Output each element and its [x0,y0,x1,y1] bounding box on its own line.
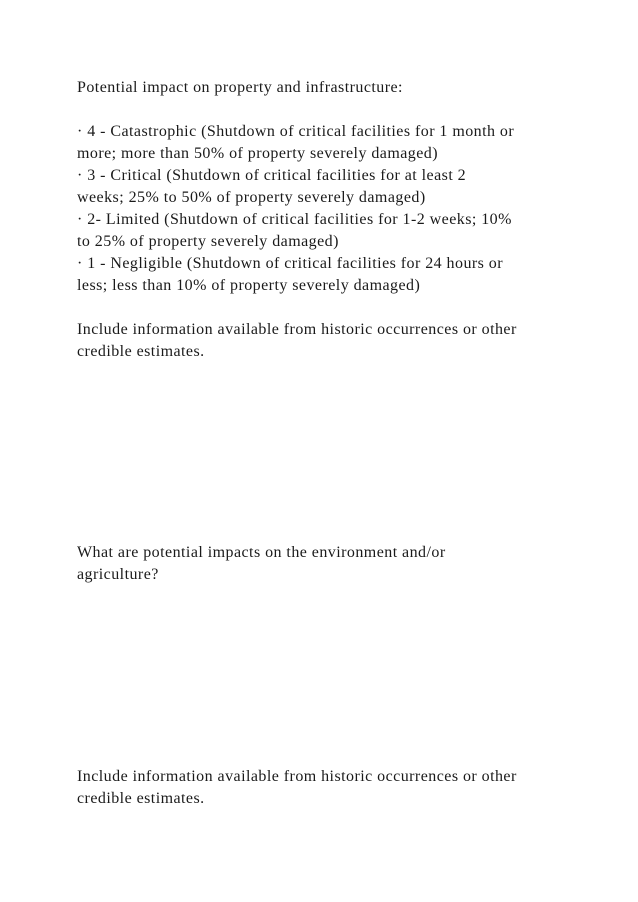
include-info-paragraph-1-line1: Include information available from historic occurrences or other [77,321,517,338]
include-info-paragraph-1-line2: credible estimates. [77,343,205,360]
section-heading: Potential impact on property and infrastructure: [77,79,403,96]
list-item-negligible-line1: · 1 - Negligible (Shutdown of critical facilities for 24 hours or [77,255,504,272]
include-info-paragraph-2-line1: Include information available from historic occurrences or other [77,768,517,785]
list-item-limited-line1: · 2- Limited (Shutdown of critical facilities for 1-2 weeks; 10% [77,211,512,228]
list-item-limited-line2: to 25% of property severely damaged) [77,233,339,250]
list-item-catastrophic-line1: · 4 - Catastrophic (Shutdown of critical facilities for 1 month or [77,123,515,140]
include-info-paragraph-2-line2: credible estimates. [77,790,205,807]
list-item-catastrophic-line2: more; more than 50% of property severely damaged) [77,145,439,162]
list-item-critical-line1: · 3 - Critical (Shutdown of critical facilities for at least 2 [77,167,467,184]
list-item-critical-line2: weeks; 25% to 50% of property severely damaged) [77,189,426,206]
question-environment-line2: agriculture? [77,566,159,583]
question-environment-line1: What are potential impacts on the environment and/or [77,544,446,561]
list-item-negligible-line2: less; less than 10% of property severely damaged) [77,277,421,294]
